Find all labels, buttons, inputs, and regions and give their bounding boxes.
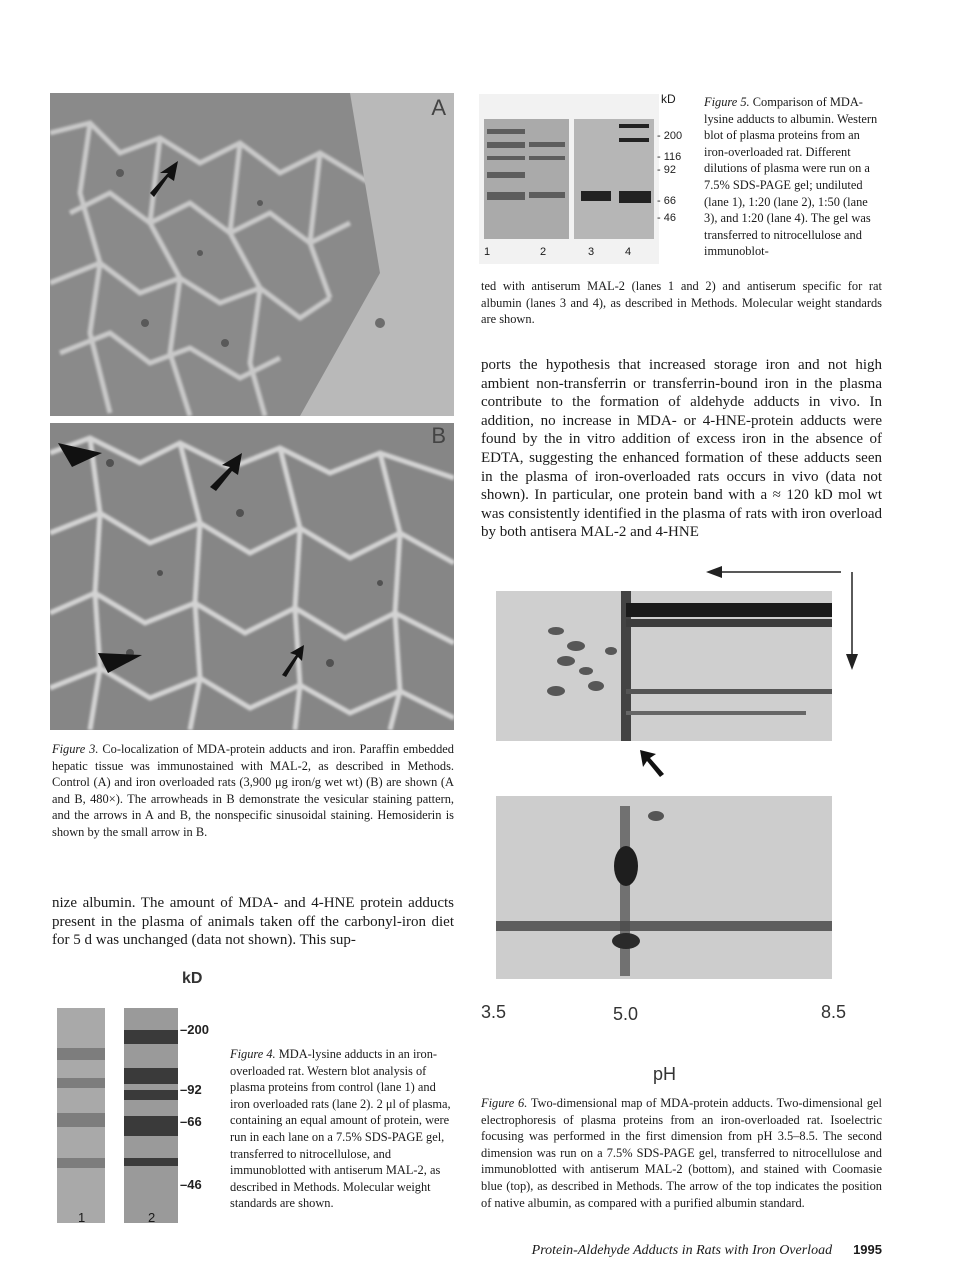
figure6-ph-high: 8.5 [821,1002,847,1022]
figure4-marker-2: –92 [180,1082,202,1097]
figure4-caption [230,1046,452,1212]
figure3-panel-a [50,93,454,416]
page-number: 1995 [853,1242,882,1257]
figure5-marker-2-value: 116 [663,151,682,163]
figure4-marker-1: –200 [180,1022,209,1037]
figure5-marker-3-value: 92 [663,164,676,176]
figure5-lane-2: 2 [540,246,547,258]
figure4-lane-2: 2 [148,1210,156,1225]
running-title: Protein-Aldehyde Adducts in Rats with Iron Overload [531,1243,833,1258]
figure6-caption-label: Figure 6. [481,1096,528,1110]
figure3-caption-label: Figure 3. [52,742,99,756]
figure5-marker-1: - 200 [657,130,683,142]
figure4-unit: kD [182,970,203,987]
figure5-caption-side-text: Comparison of MDA-lysine adducts to albumin. Western blot of plasma proteins from an iron-overloaded rat. Different dilutions of plasma were run on a 7.5% SDS-PAGE gel; undiluted (lane 1), 1:20 (lane 2), 1:50 (lane 3), and 1:20 (lane 4). The gel was transferred to nitrocellulose and immunoblot- [704,95,878,259]
figure5-caption-side [704,94,882,260]
figure4-blot [52,970,232,1230]
figure5-marker-5-value: 46 [663,212,676,224]
figure4-lane-1: 1 [78,1210,86,1225]
figure6-bottom-gel [496,796,832,979]
figure5-lane-1: 1 [484,246,491,258]
figure4-marker-4-value: 46 [187,1177,202,1192]
figure3-panel-a-label: A [431,95,446,120]
figure5-caption-bottom: ted with antiserum MAL-2 (lanes 1 and 2) and antiserum specific for rat albumin (lanes 3 and 4), as described in Methods. Molecular weight standards are shown. [481,279,882,327]
figure4-marker-3-value: 66 [187,1114,202,1129]
figure3-caption [52,741,454,841]
figure6-top-arrow [706,565,841,579]
figure5-caption-label: Figure 5. [704,95,750,109]
figure5-marker-1-value: 200 [663,130,683,142]
figure5-marker-5: - 46 [657,212,676,224]
figure4-marker-2-value: 92 [187,1082,202,1097]
figure6-caption-text: Two-dimensional map of MDA-protein adducts. Two-dimensional gel electrophoresis of plasma proteins from an iron-overloaded rat. Isoelectric focusing was performed in the first dimension from pH 3.5–8.5. The second dimension was run on a 7.5% SDS-PAGE gel, transferred to nitrocellulose and immunoblotted with antiserum MAL-2 (bottom), and stained with Coomasie blue (top), as described in Methods. The arrow of the top indicates the position of native albumin, as compared with a purified albumin standard. [481,1096,883,1210]
figure5-marker-4-value: 66 [663,195,676,207]
body-text-right: ports the hypothesis that increased storage iron and not high ambient non-transferrin or transferrin-bound iron in the plasma contribute to the formation of aldehyde adducts in vivo. In addition, no increase in MDA- or 4-HNE-protein adducts were found by the in vitro addition of excess iron in the absence of EDTA, suggesting the enhanced formation of these adducts seen in the plasma of iron-overloaded rats occurs in vivo (data not shown). In particular, one protein band with a ≈ 120 kD mol wt was consistently identified in the plasma of rats with iron overload by both antisera MAL-2 and 4-HNE [481,357,882,541]
figure6-side-arrow [845,572,859,670]
figure3-panel-b [50,423,454,730]
figure5-lane-3: 3 [588,246,595,258]
page-footer [480,1242,882,1259]
figure5-unit: kD [661,92,676,106]
figure6-ph-low: 3.5 [481,1002,507,1022]
figure4-caption-text: MDA-lysine adducts in an iron-overloaded rat. Western blot analysis of plasma proteins from control (lane 1) and iron overloaded rats (lane 2). 2 μl of plasma, containing an equal amount of protein, were run in each lane on a 7.5% SDS-PAGE gel, transferred to nitrocellulose, and immunoblotted with antiserum MAL-2, as described in Methods. Molecular weight standards are shown. [230,1047,451,1211]
figure6-ph-label: pH [653,1064,677,1084]
figure3-caption-text: Co-localization of MDA-protein adducts and iron. Paraffin embedded hepatic tissue was immunostained with MAL-2, as described in Methods. Control (A) and iron overloaded rats (3,900 μg iron/g wet wt) (B) are shown (A and B, 480×). The arrowheads in B demonstrate the vesicular staining pattern, and the arrows in A and B, the nonspecific sinusoidal staining. Hemosiderin is shown by the small arrow in B. [52,742,454,839]
figure4-caption-label: Figure 4. [230,1047,276,1061]
figure6-ph-mid: 5.0 [613,1004,639,1024]
figure5-lane-4: 4 [625,246,632,258]
figure4-marker-1-value: 200 [187,1022,209,1037]
figure4-marker-3: –66 [180,1114,202,1129]
figure5-blot [479,94,699,270]
figure4-marker-4: –46 [180,1177,202,1192]
body-text-left: nize albumin. The amount of MDA- and 4-HNE protein adducts present in the plasma of animals taken off the carbonyl-iron diet for 5 d was unchanged (data not shown). This sup- [52,895,454,949]
figure6-top-gel [496,591,832,741]
figure5-marker-2: - 116 [657,151,682,163]
figure6-caption [481,1095,882,1211]
figure5-marker-3: - 92 [657,164,676,176]
figure5-marker-4: - 66 [657,195,676,207]
figure3-panel-b-label: B [431,423,446,448]
figure6-albumin-arrow [638,748,666,778]
